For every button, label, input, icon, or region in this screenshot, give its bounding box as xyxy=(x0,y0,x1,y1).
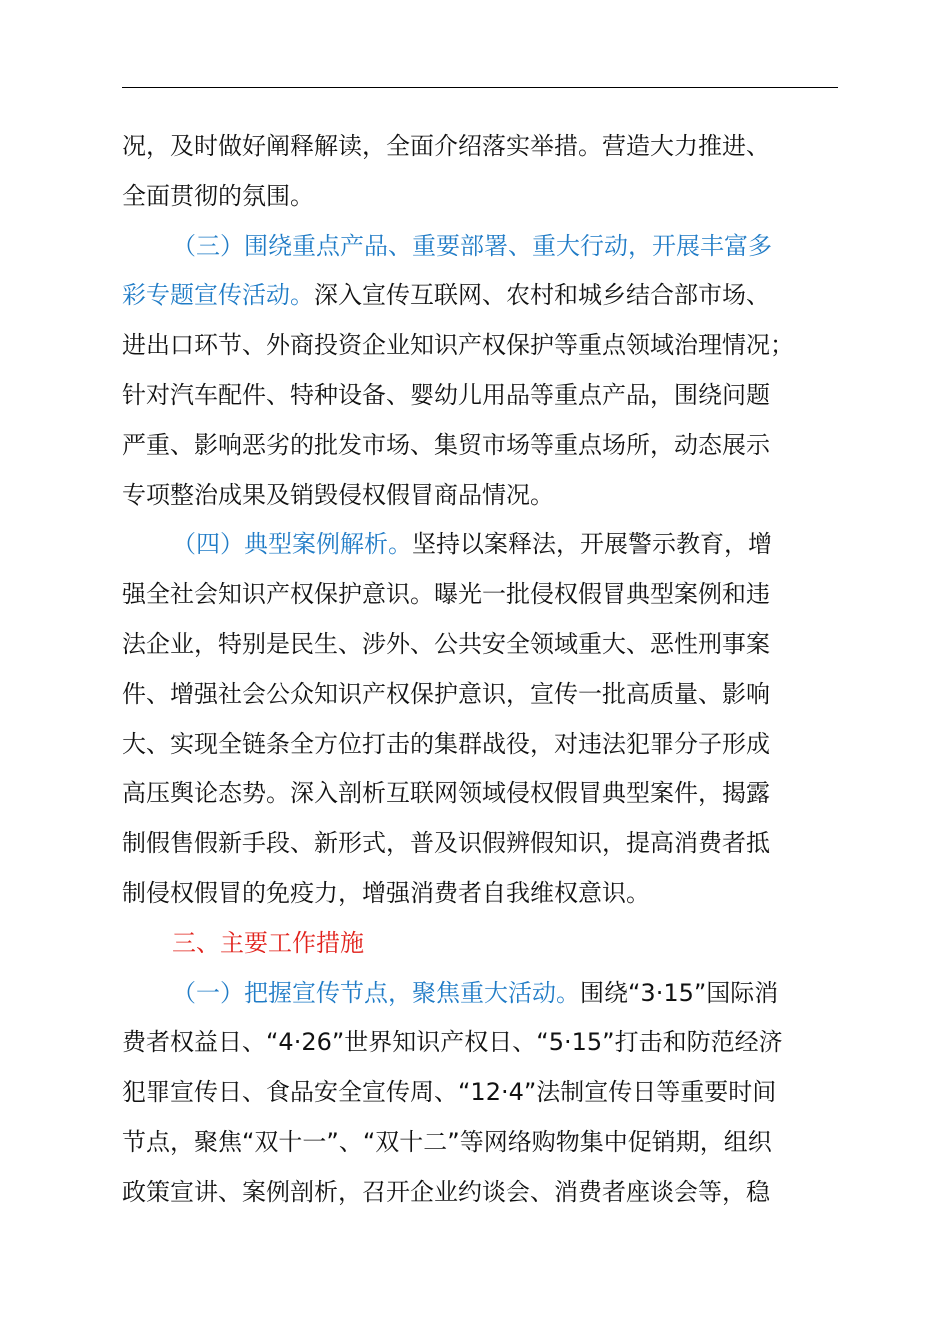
subheading-four: （四）典型案例解析。坚持以案释法，开展警示教育，增 xyxy=(172,530,772,559)
body-line: 节点，聚焦“双十一”、“双十二”等网络购物集中促销期，组织 xyxy=(122,1127,772,1156)
body-line: 高压舆论态势。深入剖析互联网领域侵权假冒典型案件，揭露 xyxy=(122,779,770,808)
header-rule xyxy=(122,87,838,88)
body-line: 针对汽车配件、特种设备、婴幼儿用品等重点产品，围绕问题 xyxy=(122,380,770,409)
body-line: 政策宣讲、案例剖析，召开企业约谈会、消费者座谈会等，稳 xyxy=(122,1177,770,1206)
body-line: 制侵权假冒的免疫力，增强消费者自我维权意识。 xyxy=(122,878,650,907)
body-line: 全面贯彻的氛围。 xyxy=(122,181,314,210)
body-line: 况，及时做好阐释解读，全面介绍落实举措。营造大力推进、 xyxy=(122,132,770,160)
body-line: 大、实现全链条全方位打击的集群战役，对违法犯罪分子形成 xyxy=(122,729,770,758)
body-line: 强全社会知识产权保护意识。曝光一批侵权假冒典型案例和违 xyxy=(122,580,770,609)
body-line: 制假售假新手段、新形式，普及识假辨假知识，提高消费者抵 xyxy=(122,829,770,858)
body-line: 法企业，特别是民生、涉外、公共安全领域重大、恶性刑事案 xyxy=(122,629,770,658)
section-heading xyxy=(122,919,838,969)
body-line: 严重、影响恶劣的批发市场、集贸市场等重点场所，动态展示 xyxy=(122,430,770,459)
body-line: 犯罪宣传日、食品安全宣传周、“12·4”法制宣传日等重要时间 xyxy=(122,1078,777,1107)
subheading-three xyxy=(122,222,838,272)
body-line: 件、增强社会公众知识产权保护意识，宣传一批高质量、影响 xyxy=(122,679,770,708)
subheading-text: 彩专题宣传活动。 xyxy=(122,281,314,310)
subheading-text: （四）典型案例解析。 xyxy=(172,530,412,559)
body-line: 彩专题宣传活动。深入宣传互联网、农村和城乡结合部市场、 xyxy=(122,281,770,310)
subheading-one: （一）把握宣传节点，聚焦重大活动。围绕“3·15”国际消 xyxy=(172,978,779,1007)
subheading-text: （一）把握宣传节点，聚焦重大活动。 xyxy=(172,978,580,1007)
document-body xyxy=(122,122,838,1218)
section-heading-text: 三、主要工作措施 xyxy=(172,928,364,957)
body-line: 进出口环节、外商投资企业知识产权保护等重点领域治理情况； xyxy=(122,331,794,360)
body-line: 费者权益日、“4·26”世界知识产权日、“5·15”打击和防范经济 xyxy=(122,1028,783,1057)
body-line: 专项整治成果及销毁侵权假冒商品情况。 xyxy=(122,480,554,509)
subheading-text: （三）围绕重点产品、重要部署、重大行动，开展丰富多 xyxy=(172,231,772,260)
